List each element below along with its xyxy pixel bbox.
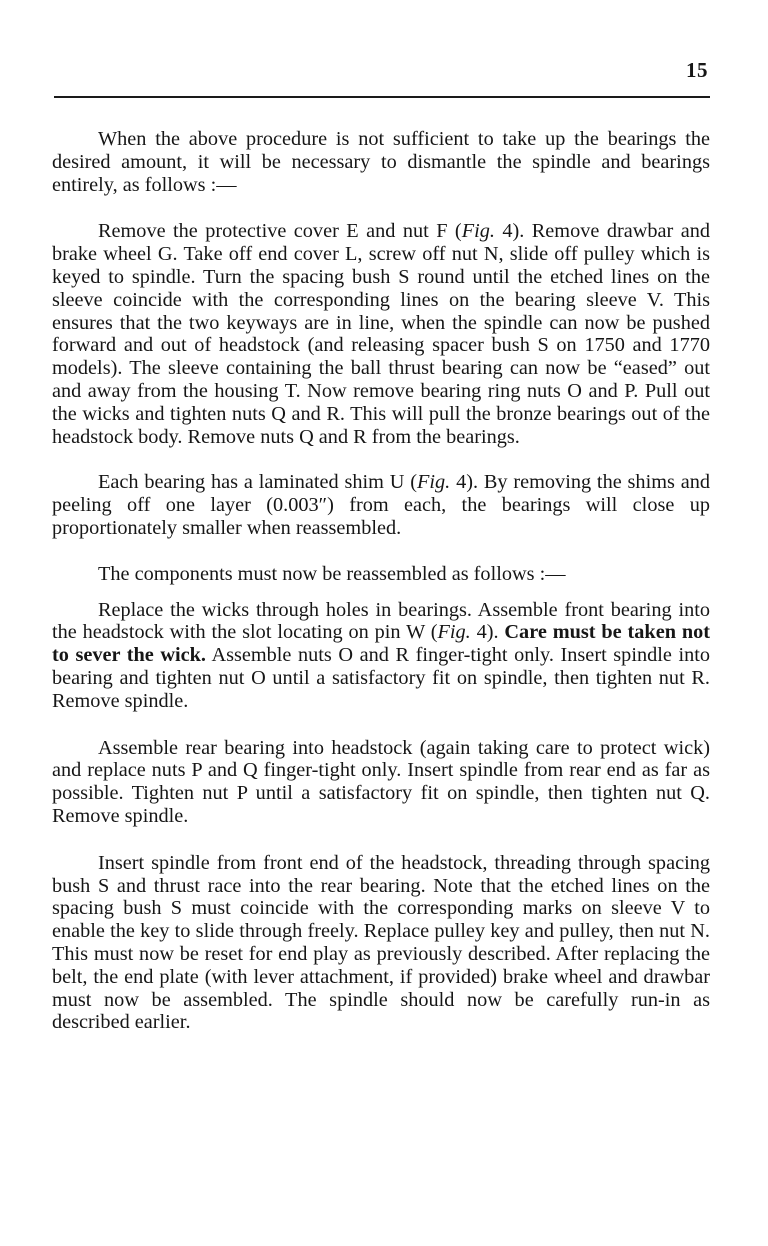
body-text	[52, 128, 710, 1034]
text-span: Replace the wicks through holes in bearings. Assemble front bearing into the headstock with the slot locating on pin W (	[52, 598, 710, 644]
paragraph-front-bearing	[52, 599, 710, 713]
paragraph-reassembly-intro: The components must now be reassembled as follows :—	[98, 562, 566, 585]
figure-reference: Fig.	[417, 471, 451, 494]
figure-reference: Fig.	[437, 621, 471, 644]
header-rule	[54, 96, 710, 98]
warning-text: Care must be taken not to sever the wick.	[52, 621, 711, 667]
text-span: 4). By removing the shims and peeling off one layer (0.003″) from each, the bearings will close up proportionately smaller when reassembled.	[52, 471, 710, 539]
paragraph-shim-adjustment	[52, 471, 710, 539]
page-number: 15	[686, 58, 708, 82]
text-span: Assemble nuts O and R finger-tight only. Insert spindle into bearing and tighten nut O until a satisfactory fit on spindle, then tighten nut R. Remove spindle.	[52, 644, 710, 712]
paragraph-removal-steps	[52, 220, 710, 448]
paragraph-dismantle-intro: When the above procedure is not sufficient to take up the bearings the desired amount, it will be necessary to dismantle the spindle and bearings entirely, as follows :—	[52, 128, 710, 196]
figure-reference: Fig.	[461, 220, 495, 243]
paragraph-rear-bearing: Assemble rear bearing into headstock (again taking care to protect wick) and replace nuts P and Q finger-tight only. Insert spindle from rear end as far as possible. Tighten nut P until a satisfactory fit on spindle, then tighten nut Q. Remove spindle.	[52, 736, 710, 827]
text-span: Each bearing has a laminated shim U (	[98, 471, 418, 494]
text-span: Remove the protective cover E and nut F (	[98, 220, 462, 243]
paragraph-spindle-insertion: Insert spindle from front end of the headstock, threading through spacing bush S and thrust race into the rear bearing. Note that the etched lines on the spacing bush S must coincide with the corresponding marks on sleeve V to enable the key to slide through freely. Replace pulley key and pulley, then nut N. This must now be reset for end play as previously described. After replacing the belt, the end plate (with lever attachment, if provided) brake wheel and drawbar must now be assembled. The spindle should now be carefully run-in as described earlier.	[52, 851, 710, 1034]
text-span: 4).	[470, 621, 505, 644]
text-span: 4). Remove drawbar and brake wheel G. Take off end cover L, screw off nut N, slide off pulley which is keyed to spindle. Turn the spacing bush S round until the etched lines on the sleeve coincide with the corresponding lines on the bearing sleeve V. This ensures that the two keyways are in line, when the spindle can now be pushed forward and out of headstock (and releasing spacer bush S on 1750 and 1770 models). The sleeve containing the ball thrust bearing can now be “eased” out and away from the housing T. Now remove bearing ring nuts O and P. Pull out the wicks and tighten nuts Q and R. This will pull the bronze bearings out of the headstock body. Remove nuts Q and R from the bearings.	[52, 220, 710, 448]
